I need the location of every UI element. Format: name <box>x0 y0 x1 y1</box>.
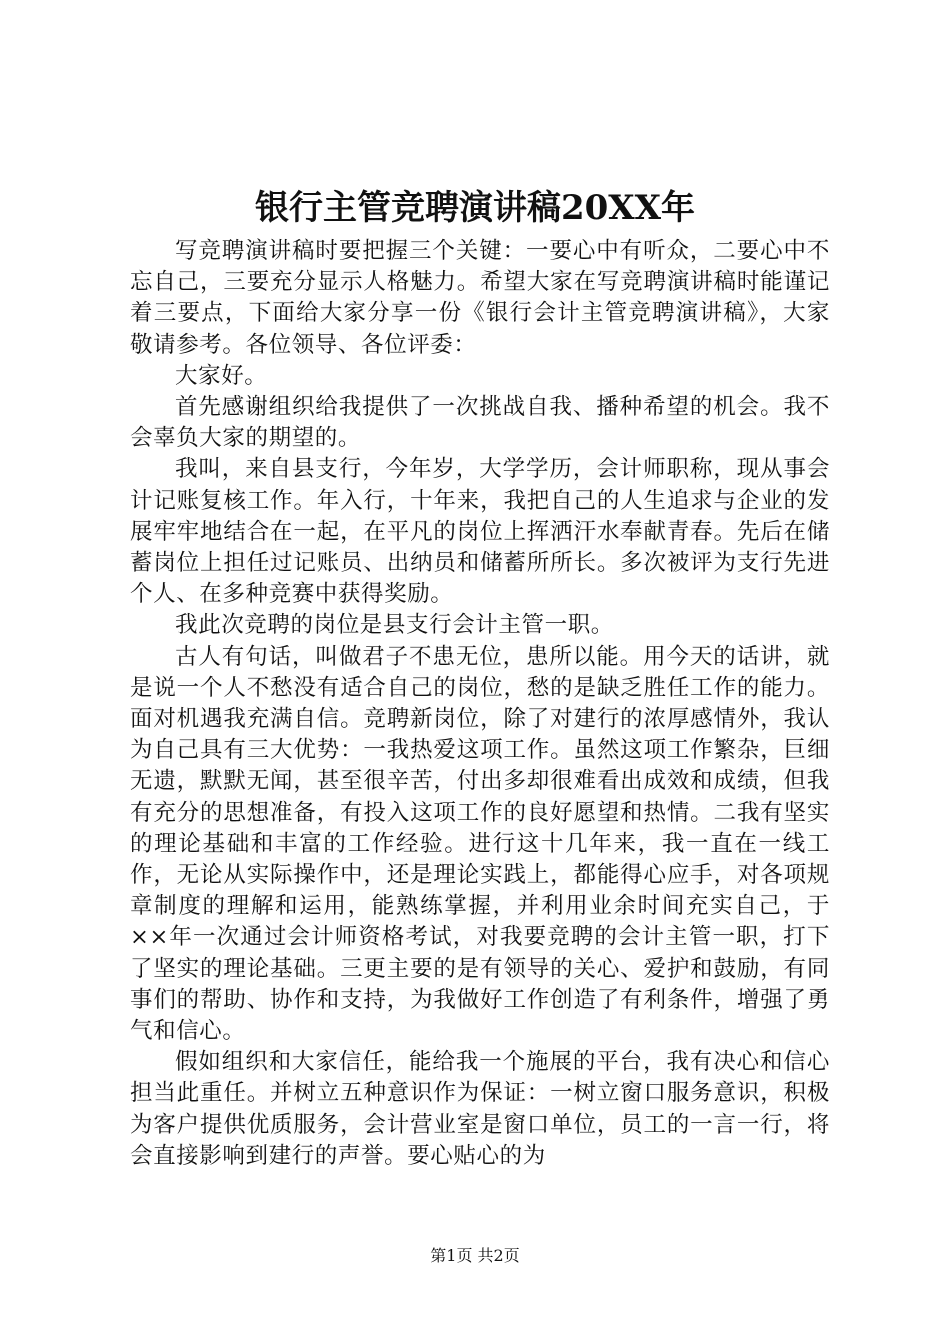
paragraph: 大家好。 <box>175 362 268 389</box>
paragraph: 古人有句话，叫做君子不患无位，患所以能。用今天的话讲，就是说一个人不愁没有适合自己的岗位，愁的是缺乏胜任工作的能力。面对机遇我充满自信。竞聘新岗位，除了对建行的浓厚感情外，我认为自己具有三大优势：一我热爱这项工作。虽然这项工作繁杂，巨细无遗，默默无闻，甚至很辛苦，付出多却很难看出成效和成绩，但我有充分的思想准备，有投入这项工作的良好愿望和热情。二我有坚实的理论基础和丰富的工作经验。进行这十几年来，我一直在一线工作，无论从实际操作中，还是理论实践上，都能得心应手，对各项规章制度的理解和运用，能熟练掌握，并利用业余时间充实自己，于××年一次通过会计师资格考试，对我要竞聘的会计主管一职，打下了坚实的理论基础。三更主要的是有领导的关心、爱护和鼓励，有同事们的帮助、协作和支持，为我做好工作创造了有利条件，增强了勇气和信心。 <box>130 643 830 1045</box>
paragraph: 写竞聘演讲稿时要把握三个关键：一要心中有听众，二要心中不忘自己，三要充分显示人格魅力。希望大家在写竞聘演讲稿时能谨记着三要点，下面给大家分享一份《银行会计主管竞聘演讲稿》，大家敬请参考。各位领导、各位评委： <box>130 238 830 358</box>
paragraph: 首先感谢组织给我提供了一次挑战自我、播种希望的机会。我不会辜负大家的期望的。 <box>130 394 830 452</box>
paragraph: 我叫，来自县支行，今年岁，大学学历，会计师职称，现从事会计记账复核工作。年入行，十年来，我把自己的人生追求与企业的发展牢牢地结合在一起，在平凡的岗位上挥洒汗水奉献青春。先后在储蓄岗位上担任过记账员、出纳员和储蓄所所长。多次被评为支行先进个人、在多种竞赛中获得奖励。 <box>130 456 830 608</box>
paragraph: 假如组织和大家信任，能给我一个施展的平台，我有决心和信心担当此重任。并树立五种意识作为保证：一树立窗口服务意识，积极为客户提供优质服务，会计营业室是窗口单位，员工的一言一行，将会直接影响到建行的声誉。要心贴心的为 <box>130 1049 830 1169</box>
page-footer: 第1页 共2页 <box>430 1246 520 1265</box>
document-title: 银行主管竞聘演讲稿20XX年 <box>254 188 696 228</box>
paragraph: 我此次竞聘的岗位是县支行会计主管一职。 <box>175 612 614 639</box>
document-body <box>130 236 830 1172</box>
